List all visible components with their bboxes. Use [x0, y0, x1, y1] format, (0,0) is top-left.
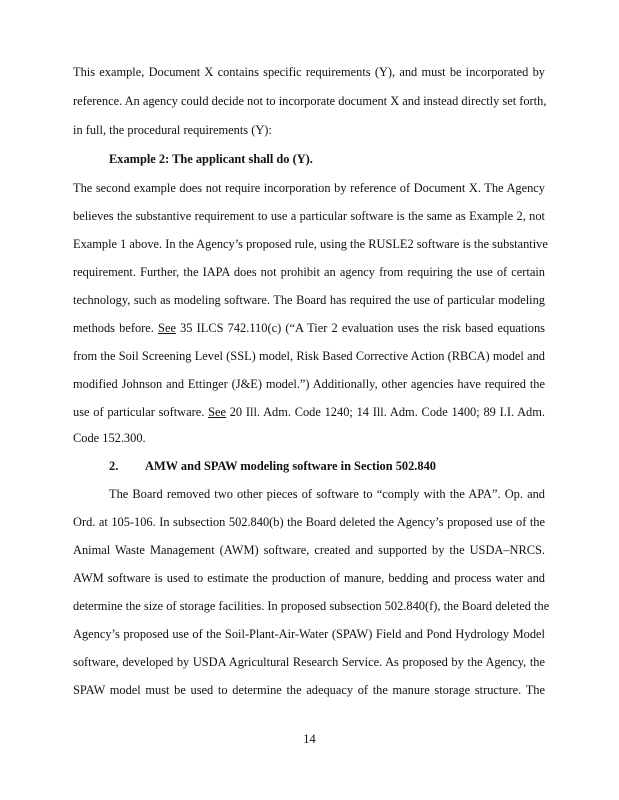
body-line: believes the substantive requirement to use a particular software is the same as Example 2, not [73, 209, 545, 223]
body-line: Animal Waste Management (AWM) software, created and supported by the USDA–NRCS. [73, 543, 545, 557]
section-number: 2. [109, 459, 119, 473]
body-line: determine the size of storage facilities. In proposed subsection 502.840(f), the Board deleted the [73, 599, 550, 613]
body-line: software, developed by USDA Agricultural Research Service. As proposed by the Agency, the [73, 655, 545, 669]
see-signal: See [158, 321, 176, 335]
text-fragment: 35 ILCS 742.110(c) (“A Tier 2 evaluation uses the risk based equations [175, 321, 545, 335]
body-line: from the Soil Screening Level (SSL) model, Risk Based Corrective Action (RBCA) model and [73, 349, 545, 363]
body-line: in full, the procedural requirements (Y): [73, 123, 272, 137]
see-signal: See [208, 405, 226, 419]
section-title: AMW and SPAW modeling software in Section 502.840 [145, 459, 436, 473]
body-line: Example 1 above. In the Agency’s proposed rule, using the RUSLE2 software is the substantive [73, 237, 548, 251]
page-number: 14 [303, 732, 316, 746]
body-line: The second example does not require incorporation by reference of Document X. The Agency [73, 181, 545, 195]
body-line: Code 152.300. [73, 431, 146, 445]
body-line: requirement. Further, the IAPA does not prohibit an agency from requiring the use of certain [73, 265, 545, 279]
body-line: technology, such as modeling software. The Board has required the use of particular modeling [73, 293, 545, 307]
body-line: Ord. at 105-106. In subsection 502.840(b) the Board deleted the Agency’s proposed use of the [73, 515, 545, 529]
body-line: AWM software is used to estimate the production of manure, bedding and process water and [73, 571, 545, 585]
body-line-citation [73, 320, 545, 336]
body-line: SPAW model must be used to determine the adequacy of the manure storage structure. The [73, 683, 545, 697]
body-line: modified Johnson and Ettinger (J&E) model.”) Additionally, other agencies have required the [73, 377, 545, 391]
body-line: This example, Document X contains specific requirements (Y), and must be incorporated by [73, 65, 545, 79]
example-2-heading: Example 2: The applicant shall do (Y). [109, 152, 313, 166]
body-line-citation [73, 404, 545, 420]
body-line: The Board removed two other pieces of software to “comply with the APA”. Op. and [109, 487, 545, 501]
text-fragment: use of particular software. [73, 405, 209, 419]
body-line: Agency’s proposed use of the Soil-Plant-Air-Water (SPAW) Field and Pond Hydrology Model [73, 627, 545, 641]
text-fragment: methods before. [73, 321, 159, 335]
body-line: reference. An agency could decide not to incorporate document X and instead directly set forth, [73, 94, 547, 108]
text-fragment: 20 Ill. Adm. Code 1240; 14 Ill. Adm. Code 1400; 89 I.I. Adm. [225, 405, 545, 419]
